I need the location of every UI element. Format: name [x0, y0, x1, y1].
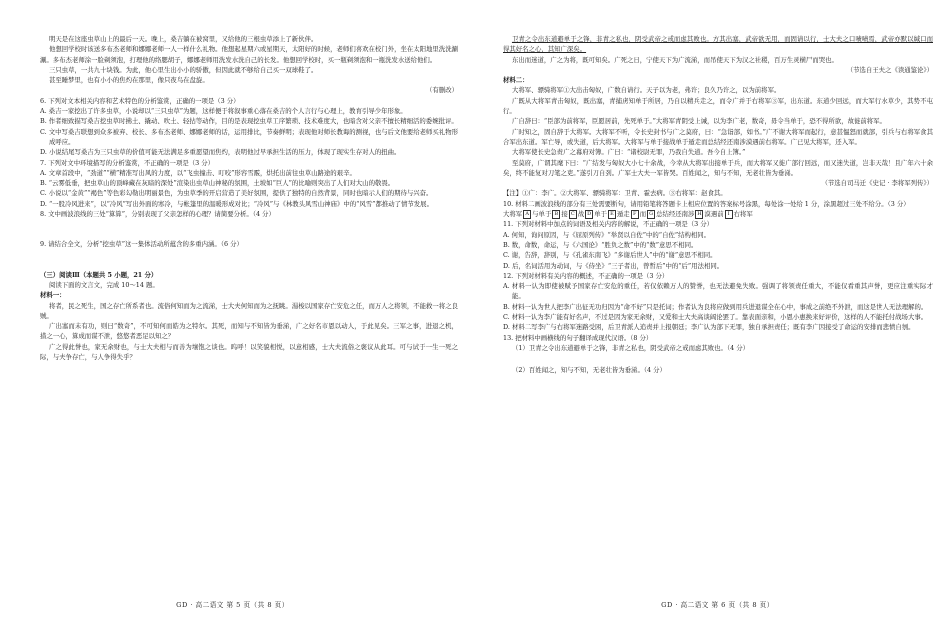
q10-char: 前 — [717, 210, 724, 219]
question-10-stem: 10. 材料二画波浪线的部分有三处需要断句，请用铅笔将答题卡上相应位置的答案标号涂黑，每处涂一处给 1 分，涂黑超过三处不给分。（3 分） — [503, 199, 910, 208]
material-2-paragraph: 广既从大将军青击匈奴，既出塞，青捕虏知单于所居，乃自以精兵走之，而令广并于右将军③军，出东道。东道少回远，而大军行水草少，其势不屯行。 — [503, 96, 933, 116]
q10-char: 漠 — [704, 210, 711, 219]
material-2-paragraph: 广时知之，固自辞于大将军。大将军不听，令长史封书与广之莫府，曰：“急诣部，如书。”广不谢大将军而起行，意甚愠怒而就部，引兵与右将军食其合军出东道。军亡导，或失道，后大将军。大将军与单于接战单于遁走而总结经还南涉漠遇前右将军。广已见大将军，还入军。 — [503, 127, 933, 146]
q10-box: C — [569, 210, 577, 219]
material-1-paragraph: 将者，民之死生，国之存亡所系者也。流俗何知而为之流涕，士大夫何知而为之抚眺。湯梭以国家存亡安危之任，而万人之将领，不能救一将之良贼。 — [40, 301, 458, 320]
q10-char: 与单于 — [532, 210, 552, 219]
question-6-option-a: A. 桑吉一家挖出了许多虫草，小说却以“三只虫草”为题，这样便于将叙事重心落在桑吉的个人言行与心理上，教育引导少年形象。 — [40, 107, 407, 116]
question-12-option-b: B. 材料一认为世人把李广出征无功归因为“命不好”只是托词；作者认为良将应做到用兵进退谋全在心中，事成之前绝不外泄，而这是世人无法理解的。 — [503, 302, 928, 311]
material-2-label: 材料二： — [503, 76, 529, 85]
abridged-note: （有删改） — [426, 86, 458, 95]
q10-box: F — [631, 210, 639, 219]
q10-char: 遁走 — [616, 210, 630, 219]
q10-box: E — [608, 210, 616, 219]
answer-space — [503, 353, 933, 365]
q10-char: 大将军 — [503, 210, 523, 219]
right-column — [503, 34, 933, 376]
question-6-stem: 6. 下列对文本相关内容和艺术特色的分析鉴赏，正确的一项是（3 分） — [40, 96, 240, 105]
q10-char: 涉 — [688, 210, 695, 219]
question-12-option-d: D. 材料二写李广与右将军迷路受困，后卫青派人追责并上报朝廷；李广认为部下无罪，独自承担责任；既有李广因接受了命运的安排而悲愤自刎。 — [503, 323, 915, 332]
q10-box: A — [523, 210, 531, 219]
question-11-option-c: C. 谢，告辞，辞别，与《孔雀东南飞》“多谢后世人”中的“谢”意思不相同。 — [503, 251, 717, 260]
question-7-option-b: B. “云雾低垂，把虫草山的顶峰藏在灰暗的深处”渲染出虫草山神秘的氛围，土坡如“巨人”的比喻则突出了人们对大山的敬畏。 — [40, 179, 395, 188]
question-13-stem: 13. 把材料中画横线的句子翻译成现代汉语。（8 分） — [503, 333, 653, 342]
question-7-option-a: A. 文章首段中，“劲道”“横”精准写出风的力度，以“飞虫撞击、叮咬”形容雪霰，烘托出前往虫草山路途的艰辛。 — [40, 168, 356, 177]
answer-space — [40, 250, 458, 270]
question-12-option-c: C. 材料一认为李广能有好名声，不过是因为家无余财，又爱和士大夫高谈阔论罢了。靠表面亲和，小恩小惠换来好评价，这样的人不能托付战场大事。 — [503, 313, 928, 322]
question-11-option-a: A. 何知，询问原因，与《屈原列传》“举贤以自佐”中的“自佐”结构相同。 — [503, 230, 711, 239]
answer-space — [40, 219, 458, 239]
q10-box: G — [649, 210, 654, 217]
question-13-sentence-1: （1）卫青之令出东道避单于之锋，非青之私也，阴受武帝之戒而虑其败也。（4 分） — [511, 343, 749, 352]
question-11-stem: 11. 下列对材料中加点的词语及相关内容的解说，不正确的一项是（3 分） — [503, 220, 714, 229]
q10-char: 经 — [668, 210, 676, 219]
q10-char: 单于 — [594, 210, 607, 219]
section-3-intro: 阅读下面的文言文，完成 10～14 题。 — [48, 280, 159, 289]
source-note-2: （节选自司马迁《史记 · 李将军列传》） — [821, 179, 933, 188]
left-column — [40, 34, 458, 362]
question-12-option-a: A. 材料一认为即使被赋予国家存亡安危的重任，若仅依赖万人的赞誉，也无法避免失败。强调了将领责任重大，不能仅看重其声誉，更应注重实际才能。 — [503, 282, 933, 301]
source-note-1: （节选自王夫之《读通鉴论》） — [846, 65, 933, 74]
question-6-option-c: C. 文中写桑吉联想到众多被弃、校长、多布杰老师、娜娜老师的话，运用排比，节奏鲜明；表现他对师长教诲的测视，也与后文他要给老师买礼物形成呼应。 — [40, 127, 458, 146]
question-12-stem: 12. 下列对材料有关内容的概述，不正确的一项是（3 分） — [503, 271, 669, 280]
material-1-paragraph: 广之得此誉也，家无余财也，与士大夫相与而善为壤饱之谈也。呜呼！以笑貌相悦，以意相感，士大夫流俗之褒议从此耳。可与试于一生一死之际，与夫争存亡，与人争得失乎？ — [40, 342, 458, 362]
q10-box: B — [552, 210, 560, 219]
question-10-segmentation — [503, 209, 933, 219]
q10-char: 南 — [681, 210, 689, 219]
q10-box: D — [587, 210, 592, 217]
q10-char: 而 — [639, 210, 647, 219]
question-11-option-d: D. 后，名词活用为动词，与《侍坐》“三子者出，曾皙后”中的“后”用法相同。 — [503, 261, 724, 270]
section-3-title: （三）阅读Ⅲ（本题共 5 小题，21 分） — [40, 270, 158, 279]
question-9: 9. 请结合全文，分析“挖虫草”这一集体活动所蕴含的多重内涵。（6 分） — [40, 240, 243, 249]
story-paragraph: 明天是在这座虫草山上的最后一天。晚上，桑吉躺在被窝里，又给他的三根虫草添上了新伙伴。 — [48, 35, 318, 43]
question-6-option-d: D. 小说结尾写桑吉为三只虫草的价值可能无法满足多重愿望而焦灼，表明他过早承担生活的压力，体现了现实生存对人的扭曲。 — [40, 148, 401, 157]
right-page-footer: GD · 高二语文 第 6 页（共 8 页） — [661, 601, 774, 609]
story-paragraph: 他想回学校时该送多布杰老师和娜娜老师一人一样什么礼物。他想起星期六或星期天，太阳好的时候，老师们喜欢在校门外，坐在太阳地里洗洗涮涮。多布杰老师涂一脸剃须泡，打理他的络腮胡子，娜娜老师用洗发水洗自己的长发。他想回学校时，买一瓶剃须泡和一瓶洗发水送给他们。 — [40, 45, 458, 64]
material-1-paragraph: 东出而迷道，广之为将，既可知矣。广死之日，宁使天下为广流涕，而吊使天下为汉之社稷，百万生灵横尸而哭也。 — [511, 55, 838, 64]
question-6-option-b: B. 作者细致描写桑吉挖虫草时拂土、撬动、吹土、轻拈等动作，目的是表现挖虫草工序繁琐、技术难度大，也暗含对父亲不擅长精细活的委婉批评。 — [40, 117, 458, 126]
q10-char: 总 — [656, 210, 663, 219]
q10-char: 战 — [577, 210, 585, 219]
material-1-label: 材料一： — [40, 291, 66, 300]
question-11-option-b: B. 数，命数，命运，与《六国论》“胜负之数”中的“数”意思不相同。 — [503, 240, 698, 249]
story-paragraph: 甚至睡梦里，也有小小的焦灼在那里，像只夜鸟在盘旋。 — [48, 76, 209, 85]
question-7-stem: 7. 下列对文中环境描写的分析鉴赏，不正确的一项是（3 分） — [40, 158, 214, 167]
q10-char: 还 — [675, 210, 682, 219]
question-8: 8. 文中画波浪线的三处“算算”，分别表现了父亲怎样的心理？请简要分析。（4 分） — [40, 210, 275, 219]
right-page — [485, 0, 950, 631]
material-1-paragraph: 广出塞而未有功，则曰“数奇”，不可知何而皓为之特尔。其死，而知与不知皆为垂涕，广之好名市恩以动人，于此见矣。三军之事，进退之机，措之一心，算成而谋不泄，悠悠者恶足以知之？ — [40, 322, 458, 341]
material-1-paragraph: 卫青之令出东道避单于之锋，非青之私也，阴受武帝之戒而虑其败也。方其出塞，武帝欲无用，而固请以行，士大夫之口啧啧焉，武帝亦默以缄口而得其好名之心，其知广深矣。 — [503, 35, 933, 54]
q10-char: 接 — [561, 210, 568, 219]
left-page-footer: GD · 高二语文 第 5 页（共 8 页） — [176, 601, 289, 609]
q10-char: 右将军 — [733, 210, 753, 219]
question-7-option-c: C. 小说以“金黄”“褐色”等色彩勾勒出明丽景色，为虫草季的开启营造了美好氛围，提供了独特的自然背景，同时也暗示人们的期待与兴奋。 — [40, 189, 433, 198]
q10-char: 结 — [662, 210, 669, 219]
question-7-option-d: D. “一股冷风进来”，以“冷风”写出外面的寒冷，与帐篷里的温暖形成对比；“冷风”与《林教头风雪山神庙》中的“风雪”都推动了情节发展。 — [40, 199, 433, 208]
annotation-note: 【注】①广：李广。②大将军、骠骑将军：卫青、霍去病。③右将军：赵食其。 — [503, 189, 727, 198]
material-2-paragraph: 广自辞曰：“臣部为前将军，臣愿居前，先死单于。”大将军青阴受上诫，以为李广老，数奇，毋令当单于，恐不得所欲，故徙前将军。 — [511, 117, 886, 126]
material-2-paragraph: 至莫府，广谓其麾下曰：“广结发与匈奴大小七十余战，今幸从大将军出接单于兵，而大将军又徙广部行回远，而又迷失道，岂非天哉！且广年六十余矣，终不能复对刀笔之吏。”遂引刀自刭。广军士大夫一军皆哭。百姓闻之，知与不知，无老壮皆为垂涕。 — [503, 158, 933, 177]
story-paragraph: 三只虫草，一共九十块钱。为此，他心里生出小小的骄傲，但因此就不够给自己买一双球鞋了。 — [48, 65, 318, 74]
material-2-paragraph: 大将军使长史急责广之幕府对簿。广曰：“诸校尉无罪，乃我自失道。吾今自上簿。” — [511, 148, 746, 157]
q10-box: H — [697, 210, 702, 217]
question-13-sentence-2: （2）百姓闻之，知与不知，无老壮皆为垂涕。（4 分） — [511, 366, 666, 375]
left-page — [0, 0, 465, 631]
material-2-paragraph: 大将军、骠骑将军①大出击匈奴，广数自请行。天子以为老，弗许；良久乃许之，以为前将军。 — [511, 86, 781, 95]
q10-box: I — [725, 210, 733, 219]
q10-char: 遇 — [710, 210, 718, 219]
